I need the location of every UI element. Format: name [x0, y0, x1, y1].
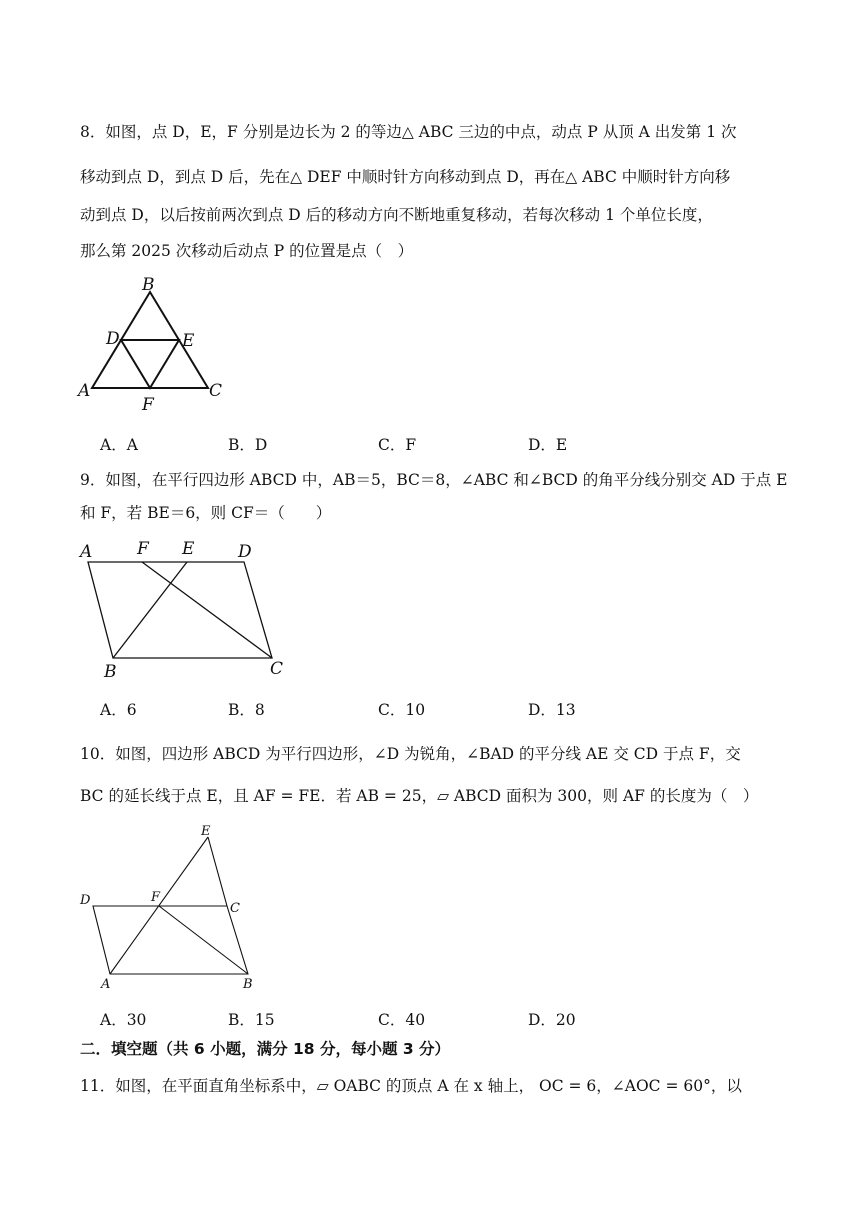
label-f: F	[137, 539, 149, 559]
q9-option-a[interactable]: A．6	[100, 701, 137, 719]
q9-parallelogram-figure	[70, 535, 300, 685]
triangle-def	[121, 340, 179, 388]
label-f: F	[142, 395, 154, 415]
q8-line-1: 8．如图，点 D，E，F 分别是边长为 2 的等边△ ABC 三边的中点，动点 P 从顶 A 出发第 1 次	[80, 123, 737, 141]
q10-option-b[interactable]: B．15	[228, 1011, 275, 1029]
section-title: 二．填空题（共 6 小题，满分 18 分，每小题 3 分）	[80, 1040, 451, 1058]
q10-line-2: BC 的延长线于点 E，且 AF = FE．若 AB = 25，▱ ABCD 面积为 300，则 AF 的长度为（ ）	[80, 787, 759, 805]
label-e: E	[182, 331, 195, 351]
q8-option-b[interactable]: B．D	[228, 436, 268, 454]
label-b: B	[243, 977, 253, 992]
label-a: A	[101, 977, 111, 992]
segment-ec	[208, 837, 227, 906]
q8-line-3: 动到点 D，以后按前两次到点 D 后的移动方向不断地重复移动，若每次移动 1 个单位长度，	[80, 206, 713, 224]
segment-cf	[142, 562, 272, 658]
label-e: E	[201, 824, 211, 839]
q9-option-d[interactable]: D．13	[528, 701, 576, 719]
q11-line-1: 11．如图，在平面直角坐标系中，▱ OABC 的顶点 A 在 x 轴上， OC = 6，∠AOC = 60°，以	[80, 1077, 742, 1095]
label-c: C	[270, 659, 284, 679]
parallelogram-abcd	[88, 562, 272, 658]
label-c: C	[230, 901, 240, 916]
label-d: D	[106, 329, 120, 349]
q8-line-4: 那么第 2025 次移动后动点 P 的位置是点（ ）	[80, 242, 414, 260]
q8-triangle-figure	[70, 270, 240, 415]
q10-option-c[interactable]: C．40	[378, 1011, 426, 1029]
segment-fb	[159, 906, 248, 974]
label-d: D	[80, 893, 91, 908]
label-e: E	[182, 539, 195, 559]
label-b: B	[104, 662, 117, 682]
label-a: A	[80, 542, 93, 562]
q9-option-b[interactable]: B．8	[228, 701, 265, 719]
label-a: A	[78, 381, 91, 401]
q8-line-2: 移动到点 D，到点 D 后，先在△ DEF 中顺时针方向移动到点 D，再在△ ABC 中顺时针方向移	[80, 168, 731, 186]
label-b: B	[142, 275, 155, 295]
q10-line-1: 10．如图，四边形 ABCD 为平行四边形，∠D 为锐角，∠BAD 的平分线 AE 交 CD 于点 F，交	[80, 745, 741, 763]
q9-line-2: 和 F，若 BE＝6，则 CF＝（ ）	[80, 504, 332, 522]
q10-parallelogram-figure	[75, 822, 265, 994]
q8-option-d[interactable]: D．E	[528, 436, 568, 454]
segment-be	[113, 562, 187, 658]
label-d: D	[238, 542, 252, 562]
q8-option-a[interactable]: A．A	[100, 436, 138, 454]
q9-option-c[interactable]: C．10	[378, 701, 426, 719]
parallelogram-abcd	[93, 906, 248, 974]
q10-option-d[interactable]: D．20	[528, 1011, 576, 1029]
label-c: C	[209, 381, 223, 401]
label-f: F	[151, 890, 161, 905]
q8-option-c[interactable]: C．F	[378, 436, 417, 454]
q9-line-1: 9．如图，在平行四边形 ABCD 中，AB＝5，BC＝8，∠ABC 和∠BCD 的角平分线分别交 AD 于点 E	[80, 471, 788, 489]
q10-option-a[interactable]: A．30	[100, 1011, 147, 1029]
